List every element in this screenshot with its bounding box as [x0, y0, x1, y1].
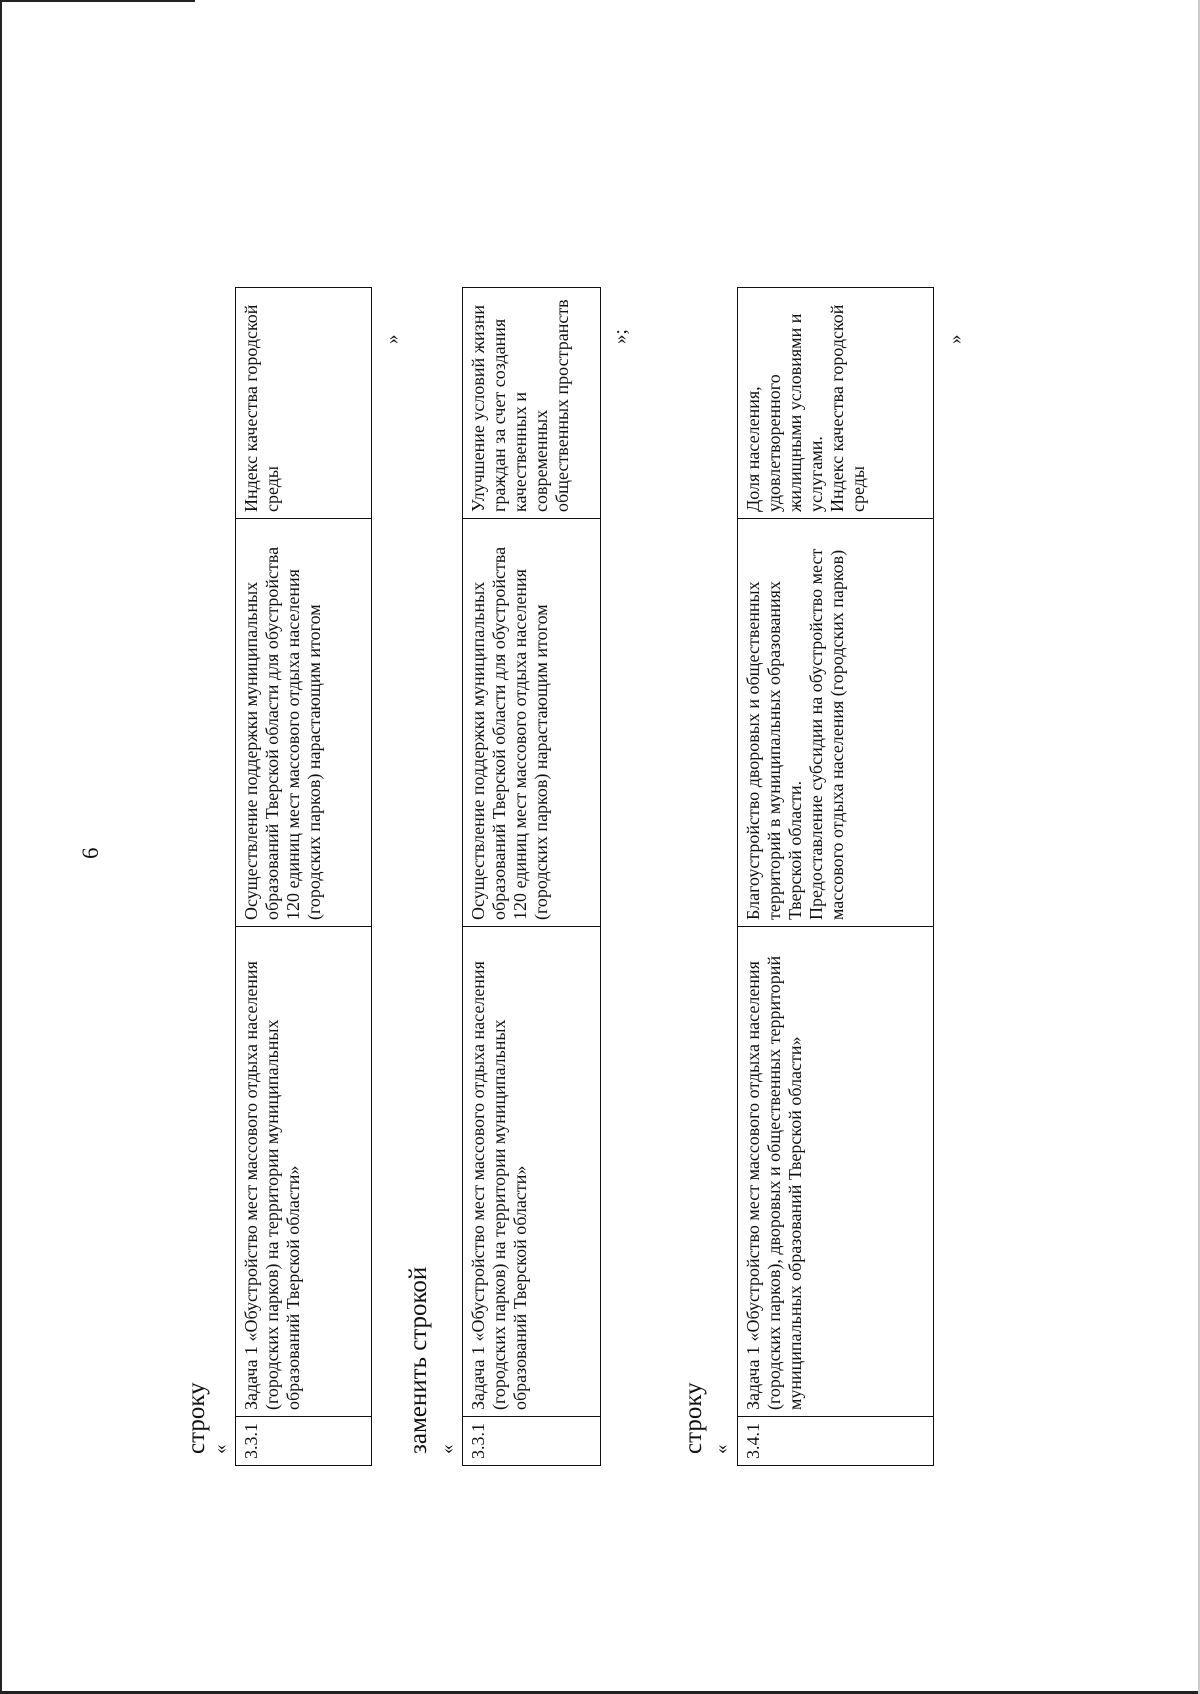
table-row: [462, 287, 601, 1466]
action-cell: [738, 519, 934, 927]
intro-text: строку: [680, 1382, 707, 1454]
task-cell: Задача 1 «Обустройство мест массового отдыха населения (городских парков), дворовых и общественных территорий муниципальных образований Тверской области»: [738, 927, 934, 1417]
task-cell: Задача 1 «Обустройство мест массового отдыха населения (городских парков) на территории муниципальных образований Тверской области»: [463, 927, 601, 1417]
row-number: 3.3.1: [236, 1417, 372, 1466]
intro-text: заменить строкой: [405, 1266, 432, 1454]
open-quote: «: [437, 1444, 458, 1454]
table-row: [737, 287, 934, 1466]
row-number: 3.3.1: [463, 1417, 601, 1466]
indicator-cell: [738, 288, 934, 519]
action-cell: Осуществление поддержки муниципальных образований Тверской области для обустройства 120 единиц мест массового отдыха населения (городских парков) нарастающим итогом: [236, 519, 372, 927]
indicator-line: Доля населения, удовлетворенного жилищными условиями и услугами.: [743, 313, 826, 512]
action-cell: Осуществление поддержки муниципальных образований Тверской области для обустройства 120 единиц мест массового отдыха населения (городских парков) нарастающим итогом: [463, 519, 601, 927]
table-row: [235, 287, 372, 1466]
indicator-cell: Улучшение условий жизни граждан за счет создания качественных и современных общественных пространств: [463, 288, 601, 519]
close-quote: »;: [610, 329, 631, 344]
open-quote: «: [711, 1444, 732, 1454]
page-number: 6: [78, 847, 103, 859]
indicator-line: Индекс качества городской среды: [827, 304, 868, 512]
indicator-cell: Индекс качества городской среды: [236, 288, 372, 519]
close-quote: »: [382, 334, 403, 344]
open-quote: «: [210, 1444, 231, 1454]
action-line: Благоустройство дворовых и общественных территорий в муниципальных образованиях Тверской области.: [743, 581, 805, 920]
intro-text: строку: [183, 1382, 210, 1454]
row-number: 3.4.1: [738, 1417, 934, 1466]
close-quote: »: [945, 334, 966, 344]
action-line: Предоставление субсидии на обустройство мест массового отдыха населения (городских парков): [806, 548, 847, 920]
task-cell: Задача 1 «Обустройство мест массового отдыха населения (городских парков) на территории муниципальных образований Тверской области»: [236, 927, 372, 1417]
